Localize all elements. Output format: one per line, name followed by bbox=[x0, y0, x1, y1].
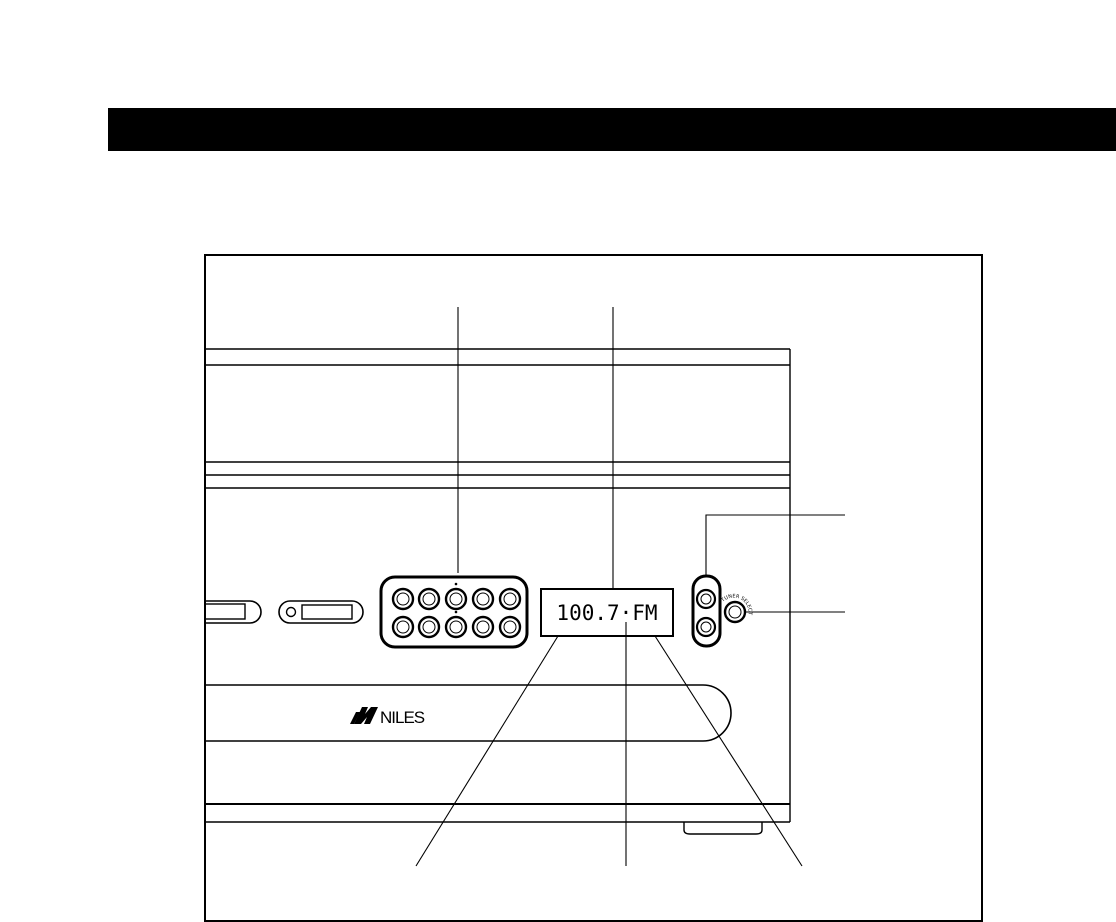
preset-dot bbox=[455, 611, 458, 614]
front-strip bbox=[205, 685, 731, 741]
case-foot bbox=[684, 822, 762, 834]
slot-right-outer bbox=[279, 601, 363, 623]
slot-right-inner bbox=[302, 605, 352, 619]
display-text: 100.7·FM bbox=[556, 601, 658, 625]
tuner-select-button[interactable] bbox=[725, 602, 745, 622]
tune-down-button[interactable] bbox=[697, 618, 715, 636]
indicator-led bbox=[287, 608, 296, 617]
callout-line-tune bbox=[706, 515, 845, 576]
preset-button[interactable] bbox=[419, 589, 439, 609]
callout-line-display-left bbox=[416, 636, 558, 866]
logo-text: NILES bbox=[380, 708, 425, 727]
slot-left-inner bbox=[205, 604, 245, 619]
preset-button[interactable] bbox=[473, 589, 493, 609]
preset-button[interactable] bbox=[500, 617, 520, 637]
preset-dot bbox=[455, 583, 458, 586]
tune-up-button[interactable] bbox=[697, 590, 715, 608]
preset-button[interactable] bbox=[393, 589, 413, 609]
preset-button[interactable] bbox=[500, 589, 520, 609]
callout-line-display-right bbox=[655, 636, 802, 866]
preset-button[interactable] bbox=[419, 617, 439, 637]
preset-button[interactable] bbox=[446, 617, 466, 637]
tuner-select-label: TUNER SELECT bbox=[720, 593, 753, 616]
preset-button[interactable] bbox=[446, 589, 466, 609]
preset-button[interactable] bbox=[393, 617, 413, 637]
preset-button[interactable] bbox=[473, 617, 493, 637]
niles-logo-icon bbox=[350, 707, 378, 724]
